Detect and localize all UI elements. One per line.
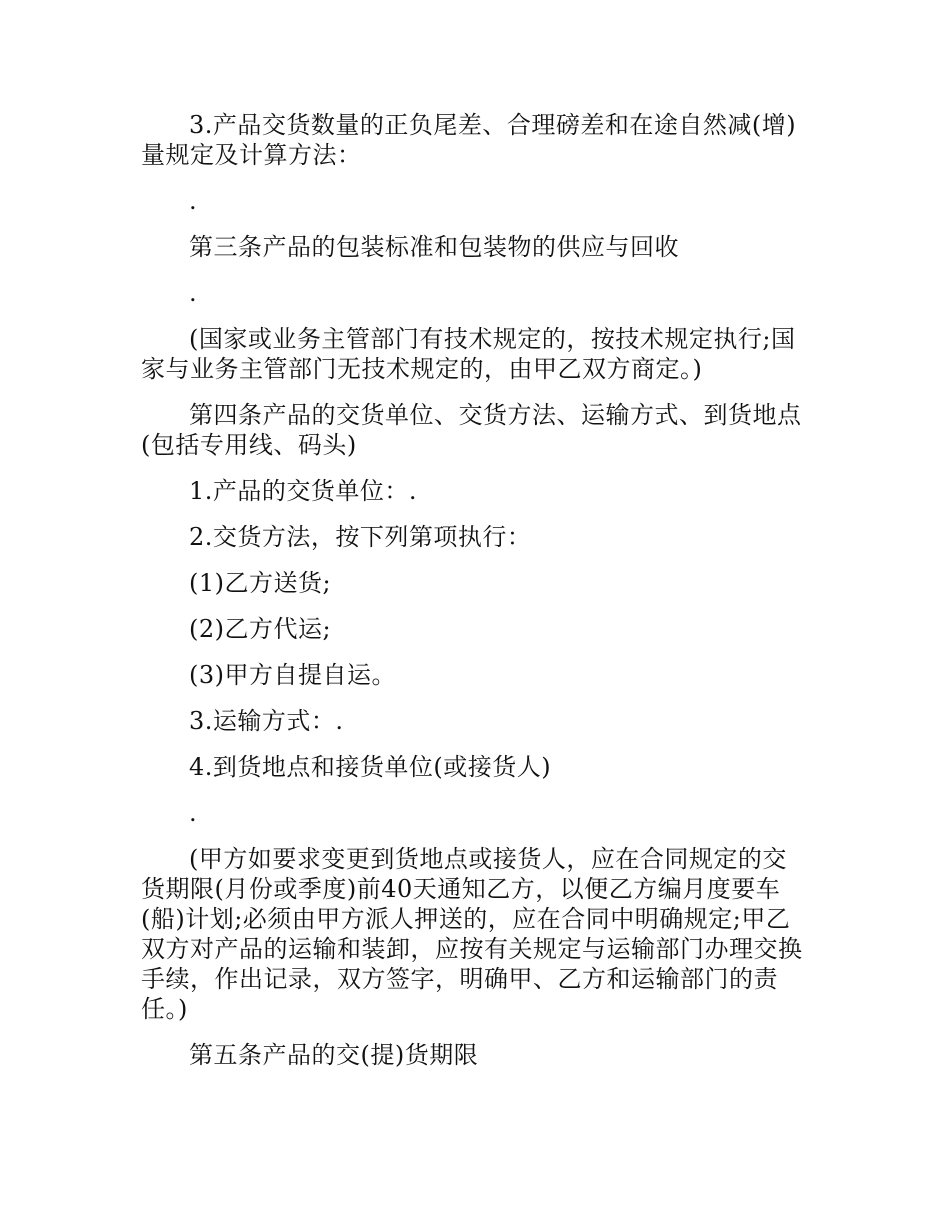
paragraph-blank-dot: . bbox=[189, 187, 198, 215]
paragraph-transport-mode: 3.运输方式：. bbox=[189, 707, 344, 735]
paragraph-delivery-method: 2.交货方法，按下列第项执行： bbox=[189, 523, 532, 551]
document-body bbox=[141, 110, 811, 1086]
paragraph-arrival-location: 4.到货地点和接货单位(或接货人) bbox=[189, 753, 552, 781]
paragraph-article-3-heading: 第三条产品的包装标准和包装物的供应与回收 bbox=[189, 233, 679, 261]
paragraph-option-2: (2)乙方代运; bbox=[189, 615, 332, 643]
paragraph-article-4-heading: 第四条产品的交货单位、交货方法、运输方式、到货地点(包括专用线、码头) bbox=[141, 401, 802, 459]
paragraph-blank-dot: . bbox=[189, 279, 198, 307]
paragraph-delivery-unit: 1.产品的交货单位：. bbox=[189, 477, 418, 505]
paragraph-article-5-heading: 第五条产品的交(提)货期限 bbox=[189, 1041, 479, 1069]
paragraph-packaging-note: (国家或业务主管部门有技术规定的，按技术规定执行;国家与业务主管部门无技术规定的，由甲乙双方商定。) bbox=[141, 325, 796, 383]
paragraph-change-notice: (甲方如要求变更到货地点或接货人，应在合同规定的交货期限(月份或季度)前40天通知乙方，以便乙方编月度要车(船)计划;必须由甲方派人押送的，应在合同中明确规定;甲乙双方对产品的运输和装卸，应按有关规定与运输部门办理交换手续，作出记录，双方签字，明确甲、乙方和运输部门的责任。) bbox=[141, 845, 803, 1023]
paragraph-option-3: (3)甲方自提自运。 bbox=[189, 661, 396, 689]
paragraph-option-1: (1)乙方送货; bbox=[189, 569, 332, 597]
paragraph-quantity-tolerance: 3.产品交货数量的正负尾差、合理磅差和在途自然减(增)量规定及计算方法： bbox=[141, 111, 797, 169]
paragraph-blank-dot: . bbox=[189, 799, 198, 827]
